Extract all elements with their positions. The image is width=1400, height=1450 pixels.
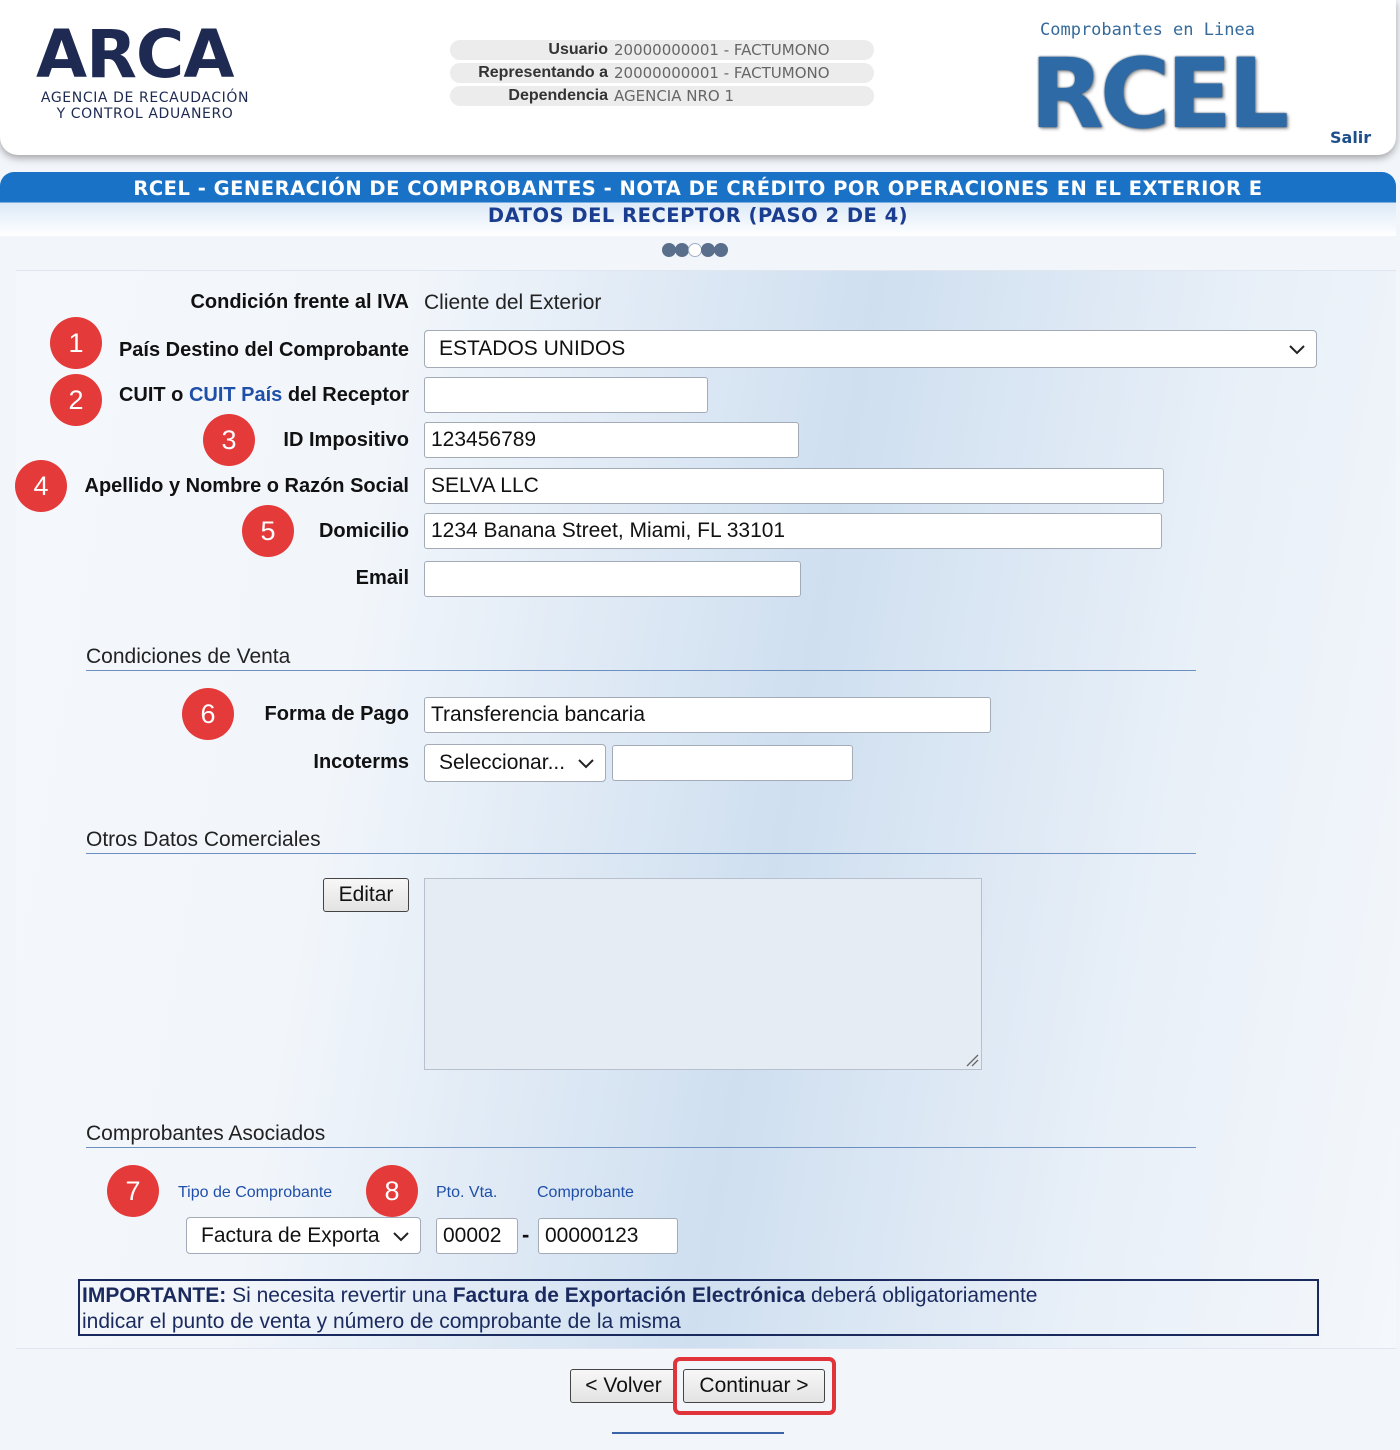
dependencia-label: Dependencia — [508, 87, 608, 104]
usuario-label: Usuario — [548, 41, 608, 58]
otros-datos-title: Otros Datos Comerciales — [86, 828, 321, 851]
usuario-value: 20000000001 - FACTUMONO — [614, 41, 830, 59]
important-prefix: IMPORTANTE: — [82, 1284, 227, 1307]
pto-vta-label: Pto. Vta. — [436, 1184, 498, 1201]
section-divider — [86, 853, 1196, 854]
representando-value: 20000000001 - FACTUMONO — [614, 64, 830, 82]
pais-destino-value: ESTADOS UNIDOS — [439, 337, 626, 360]
tipo-comprobante-select[interactable] — [186, 1217, 421, 1254]
important-line-2: indicar el punto de venta y número de comprobante de la misma — [82, 1310, 681, 1333]
step-badge: 3 — [203, 414, 255, 466]
arca-logo-word: ARCA — [36, 16, 234, 93]
section-divider — [86, 670, 1196, 671]
condicion-iva-value: Cliente del Exterior — [424, 291, 602, 314]
important-line-1 — [82, 1283, 1315, 1309]
cuit-receptor-input[interactable] — [424, 377, 708, 413]
domicilio-label: Domicilio — [318, 520, 409, 542]
representando-label: Representando a — [478, 64, 608, 81]
razon-social-input[interactable]: SELVA LLC — [424, 468, 1164, 504]
editar-button[interactable]: Editar — [323, 878, 409, 912]
incoterms-detail-input[interactable] — [612, 745, 853, 781]
step-badge: 2 — [50, 374, 102, 426]
arca-logo-subtitle-line-2: Y CONTROL ADUANERO — [56, 106, 234, 122]
step-dot-current — [688, 243, 702, 257]
step-badge: 1 — [50, 317, 102, 369]
arca-logo — [36, 16, 266, 132]
section-divider — [86, 1147, 1196, 1148]
comprobantes-asociados-title: Comprobantes Asociados — [86, 1122, 326, 1145]
incoterms-select[interactable] — [424, 744, 606, 782]
cuit-label-text-2: del Receptor — [282, 384, 409, 406]
rcel-logo — [1030, 18, 1310, 150]
arca-logo-subtitle-line-1: AGENCIA DE RECAUDACIÓN — [40, 90, 250, 106]
step-badge: 7 — [107, 1165, 159, 1217]
step-dot — [714, 243, 728, 257]
separator: - — [522, 1222, 530, 1247]
otros-datos-textarea[interactable] — [424, 878, 982, 1070]
important-notice — [78, 1279, 1319, 1336]
pais-destino-select[interactable] — [424, 330, 1317, 368]
incoterms-label: Incoterms — [313, 751, 409, 773]
important-text: Si necesita revertir una — [226, 1284, 453, 1307]
continuar-button[interactable]: Continuar > — [683, 1369, 825, 1403]
arca-logo-subtitle — [36, 90, 254, 122]
email-input[interactable] — [424, 561, 801, 597]
cuit-label-text: CUIT o — [118, 384, 189, 406]
incoterms-select-value: Seleccionar... — [439, 751, 566, 774]
volver-button[interactable]: < Volver — [570, 1369, 677, 1403]
user-row-dependencia — [450, 86, 874, 106]
comprobante-label: Comprobante — [537, 1184, 634, 1201]
rcel-logo-word: RCEL — [1030, 38, 1286, 150]
step-dot — [701, 243, 715, 257]
razon-social-label: Apellido y Nombre o Razón Social — [84, 475, 409, 497]
footer-divider — [612, 1432, 784, 1434]
step-dot — [675, 243, 689, 257]
chevron-down-icon — [577, 754, 595, 772]
resize-handle-icon[interactable] — [965, 1053, 979, 1067]
chevron-down-icon — [1288, 340, 1306, 358]
user-info — [450, 40, 874, 109]
domicilio-input[interactable]: 1234 Banana Street, Miami, FL 33101 — [424, 513, 1162, 549]
condicion-iva-label: Condición frente al IVA — [190, 291, 409, 313]
page-title-line-2: DATOS DEL RECEPTOR (PASO 2 DE 4) — [487, 204, 909, 227]
pto-vta-input[interactable]: 00002 — [436, 1218, 518, 1254]
id-impositivo-label: ID Impositivo — [283, 429, 409, 451]
forma-pago-label: Forma de Pago — [264, 703, 409, 725]
continuar-highlight — [673, 1357, 836, 1415]
id-impositivo-input[interactable]: 123456789 — [424, 422, 799, 458]
cuit-receptor-label — [119, 384, 409, 407]
salir-link[interactable]: Salir — [1330, 128, 1372, 147]
step-badge: 6 — [182, 688, 234, 740]
step-badge: 8 — [366, 1165, 418, 1217]
important-bold-text: Factura de Exportación Electrónica — [452, 1284, 806, 1307]
email-label: Email — [355, 567, 409, 589]
page-title-line-1: RCEL - GENERACIÓN DE COMPROBANTES - NOTA DE CRÉDITO POR OPERACIONES EN EL EXTERIOR E — [133, 177, 1263, 200]
page-title — [0, 172, 1396, 236]
step-badge: 4 — [15, 460, 67, 512]
pais-destino-label: País Destino del Comprobante — [118, 339, 409, 361]
tipo-comprobante-value: Factura de Exporta — [201, 1224, 380, 1247]
tipo-comprobante-label: Tipo de Comprobante — [178, 1184, 333, 1201]
comprobante-input[interactable]: 00000123 — [538, 1218, 678, 1254]
important-text-2: deberá obligatoriamente — [805, 1284, 1038, 1307]
step-badge: 5 — [242, 505, 294, 557]
condiciones-venta-title: Condiciones de Venta — [86, 645, 291, 668]
divider — [16, 1348, 1396, 1349]
rcel-logo-tagline: Comprobantes en Linea — [1040, 20, 1255, 40]
user-row-representando — [450, 63, 874, 83]
header — [0, 0, 1396, 155]
dependencia-value: AGENCIA NRO 1 — [614, 87, 735, 105]
step-indicator — [662, 243, 727, 257]
cuit-pais-link[interactable]: CUIT País — [188, 384, 283, 406]
user-row-usuario — [450, 40, 874, 60]
chevron-down-icon — [392, 1227, 410, 1245]
forma-pago-input[interactable]: Transferencia bancaria — [424, 697, 991, 733]
step-dot — [662, 243, 676, 257]
